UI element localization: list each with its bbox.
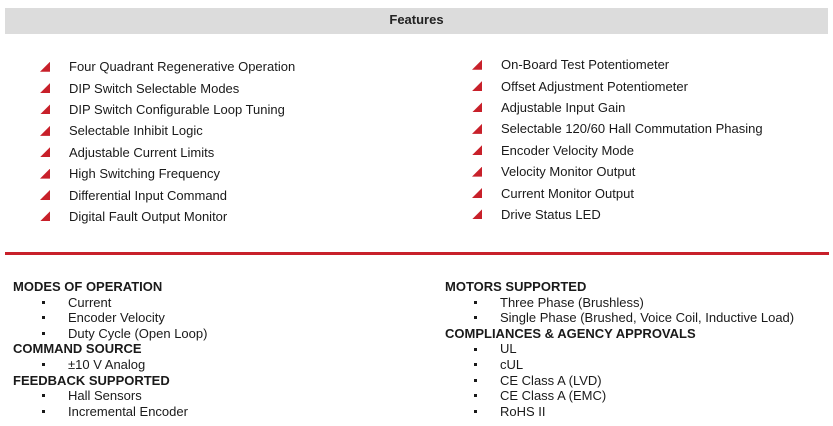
spec-item-label: RoHS II bbox=[500, 403, 546, 419]
feature-label: Drive Status LED bbox=[501, 206, 601, 222]
red-triangle-icon bbox=[472, 188, 482, 198]
spec-item bbox=[445, 373, 794, 389]
spec-item-label: Duty Cycle (Open Loop) bbox=[68, 325, 208, 341]
spec-heading: COMPLIANCES & AGENCY APPROVALS bbox=[445, 325, 696, 341]
feature-item bbox=[472, 118, 763, 139]
square-bullet-icon bbox=[474, 379, 477, 382]
red-triangle-icon bbox=[40, 190, 50, 200]
spec-item-label: Encoder Velocity bbox=[68, 310, 165, 326]
spec-item bbox=[445, 310, 794, 326]
square-bullet-icon bbox=[42, 363, 45, 366]
feature-label: DIP Switch Selectable Modes bbox=[69, 80, 240, 96]
square-bullet-icon bbox=[474, 410, 477, 413]
square-bullet-icon bbox=[42, 332, 45, 335]
spec-item bbox=[445, 295, 794, 311]
features-right-column bbox=[472, 54, 763, 225]
spec-item bbox=[13, 388, 207, 404]
feature-label: Adjustable Current Limits bbox=[69, 144, 215, 160]
spec-item bbox=[445, 357, 794, 373]
spec-item-label: Single Phase (Brushed, Voice Coil, Inductive Load) bbox=[500, 310, 795, 326]
feature-item bbox=[40, 163, 295, 184]
red-triangle-icon bbox=[472, 102, 482, 112]
red-triangle-icon bbox=[40, 147, 50, 157]
square-bullet-icon bbox=[474, 316, 477, 319]
feature-label: Selectable Inhibit Logic bbox=[69, 123, 203, 139]
feature-label: Current Monitor Output bbox=[501, 185, 634, 201]
feature-item bbox=[40, 120, 295, 141]
feature-label: Differential Input Command bbox=[69, 187, 228, 203]
square-bullet-icon bbox=[42, 410, 45, 413]
section-divider bbox=[5, 252, 829, 255]
feature-item bbox=[40, 184, 295, 205]
spec-item-label: Current bbox=[68, 294, 112, 310]
features-title: Features bbox=[389, 12, 444, 27]
spec-item-label: Three Phase (Brushless) bbox=[500, 294, 644, 310]
red-triangle-icon bbox=[40, 83, 50, 93]
feature-item bbox=[472, 54, 763, 75]
feature-item bbox=[472, 75, 763, 96]
square-bullet-icon bbox=[474, 394, 477, 397]
spec-item-label: ±10 V Analog bbox=[68, 356, 146, 372]
spec-item bbox=[13, 404, 207, 420]
spec-item bbox=[445, 404, 794, 420]
spec-item bbox=[13, 295, 207, 311]
red-triangle-icon bbox=[40, 126, 50, 136]
square-bullet-icon bbox=[474, 363, 477, 366]
square-bullet-icon bbox=[42, 316, 45, 319]
spec-heading: MODES OF OPERATION bbox=[13, 279, 163, 294]
features-header bbox=[5, 8, 828, 34]
spec-heading: MOTORS SUPPORTED bbox=[445, 279, 587, 294]
feature-item bbox=[40, 99, 295, 120]
specs-right-column bbox=[445, 279, 794, 419]
spec-item bbox=[13, 326, 207, 342]
square-bullet-icon bbox=[42, 394, 45, 397]
feature-label: Four Quadrant Regenerative Operation bbox=[69, 59, 296, 75]
spec-heading: COMMAND SOURCE bbox=[13, 341, 142, 357]
feature-label: Offset Adjustment Potentiometer bbox=[501, 78, 688, 94]
feature-item bbox=[472, 204, 763, 225]
spec-item bbox=[13, 310, 207, 326]
red-triangle-icon bbox=[472, 209, 482, 219]
red-triangle-icon bbox=[472, 145, 482, 155]
red-triangle-icon bbox=[472, 60, 482, 70]
spec-item bbox=[445, 341, 794, 357]
spec-item-label: CE Class A (LVD) bbox=[500, 372, 602, 388]
feature-label: Velocity Monitor Output bbox=[501, 164, 636, 180]
feature-item bbox=[472, 161, 763, 182]
spec-item-label: Hall Sensors bbox=[68, 388, 142, 404]
red-triangle-icon bbox=[472, 167, 482, 177]
feature-item bbox=[40, 77, 295, 98]
red-triangle-icon bbox=[40, 104, 50, 114]
feature-label: Digital Fault Output Monitor bbox=[69, 208, 228, 224]
feature-item bbox=[40, 206, 295, 227]
spec-item bbox=[13, 357, 207, 373]
red-triangle-icon bbox=[40, 169, 50, 179]
spec-item-label: UL bbox=[500, 341, 517, 357]
feature-label: Adjustable Input Gain bbox=[501, 99, 626, 115]
spec-item-label: CE Class A (EMC) bbox=[500, 388, 607, 404]
feature-item bbox=[472, 182, 763, 203]
features-left-column bbox=[40, 56, 295, 227]
square-bullet-icon bbox=[474, 348, 477, 351]
feature-item bbox=[40, 142, 295, 163]
square-bullet-icon bbox=[42, 301, 45, 304]
spec-heading: FEEDBACK SUPPORTED bbox=[13, 372, 170, 388]
red-triangle-icon bbox=[472, 81, 482, 91]
feature-label: Selectable 120/60 Hall Commutation Phasing bbox=[501, 121, 763, 137]
red-triangle-icon bbox=[40, 211, 50, 221]
feature-item bbox=[472, 97, 763, 118]
spec-item-label: cUL bbox=[500, 356, 524, 372]
feature-item bbox=[40, 56, 295, 77]
feature-label: High Switching Frequency bbox=[69, 166, 221, 182]
square-bullet-icon bbox=[474, 301, 477, 304]
feature-label: Encoder Velocity Mode bbox=[501, 142, 634, 158]
spec-item-label: Incremental Encoder bbox=[68, 403, 188, 419]
spec-item bbox=[445, 388, 794, 404]
feature-item bbox=[472, 140, 763, 161]
feature-label: On-Board Test Potentiometer bbox=[501, 57, 670, 73]
red-triangle-icon bbox=[40, 62, 50, 72]
red-triangle-icon bbox=[472, 124, 482, 134]
feature-label: DIP Switch Configurable Loop Tuning bbox=[69, 101, 285, 117]
specs-left-column bbox=[13, 279, 207, 419]
